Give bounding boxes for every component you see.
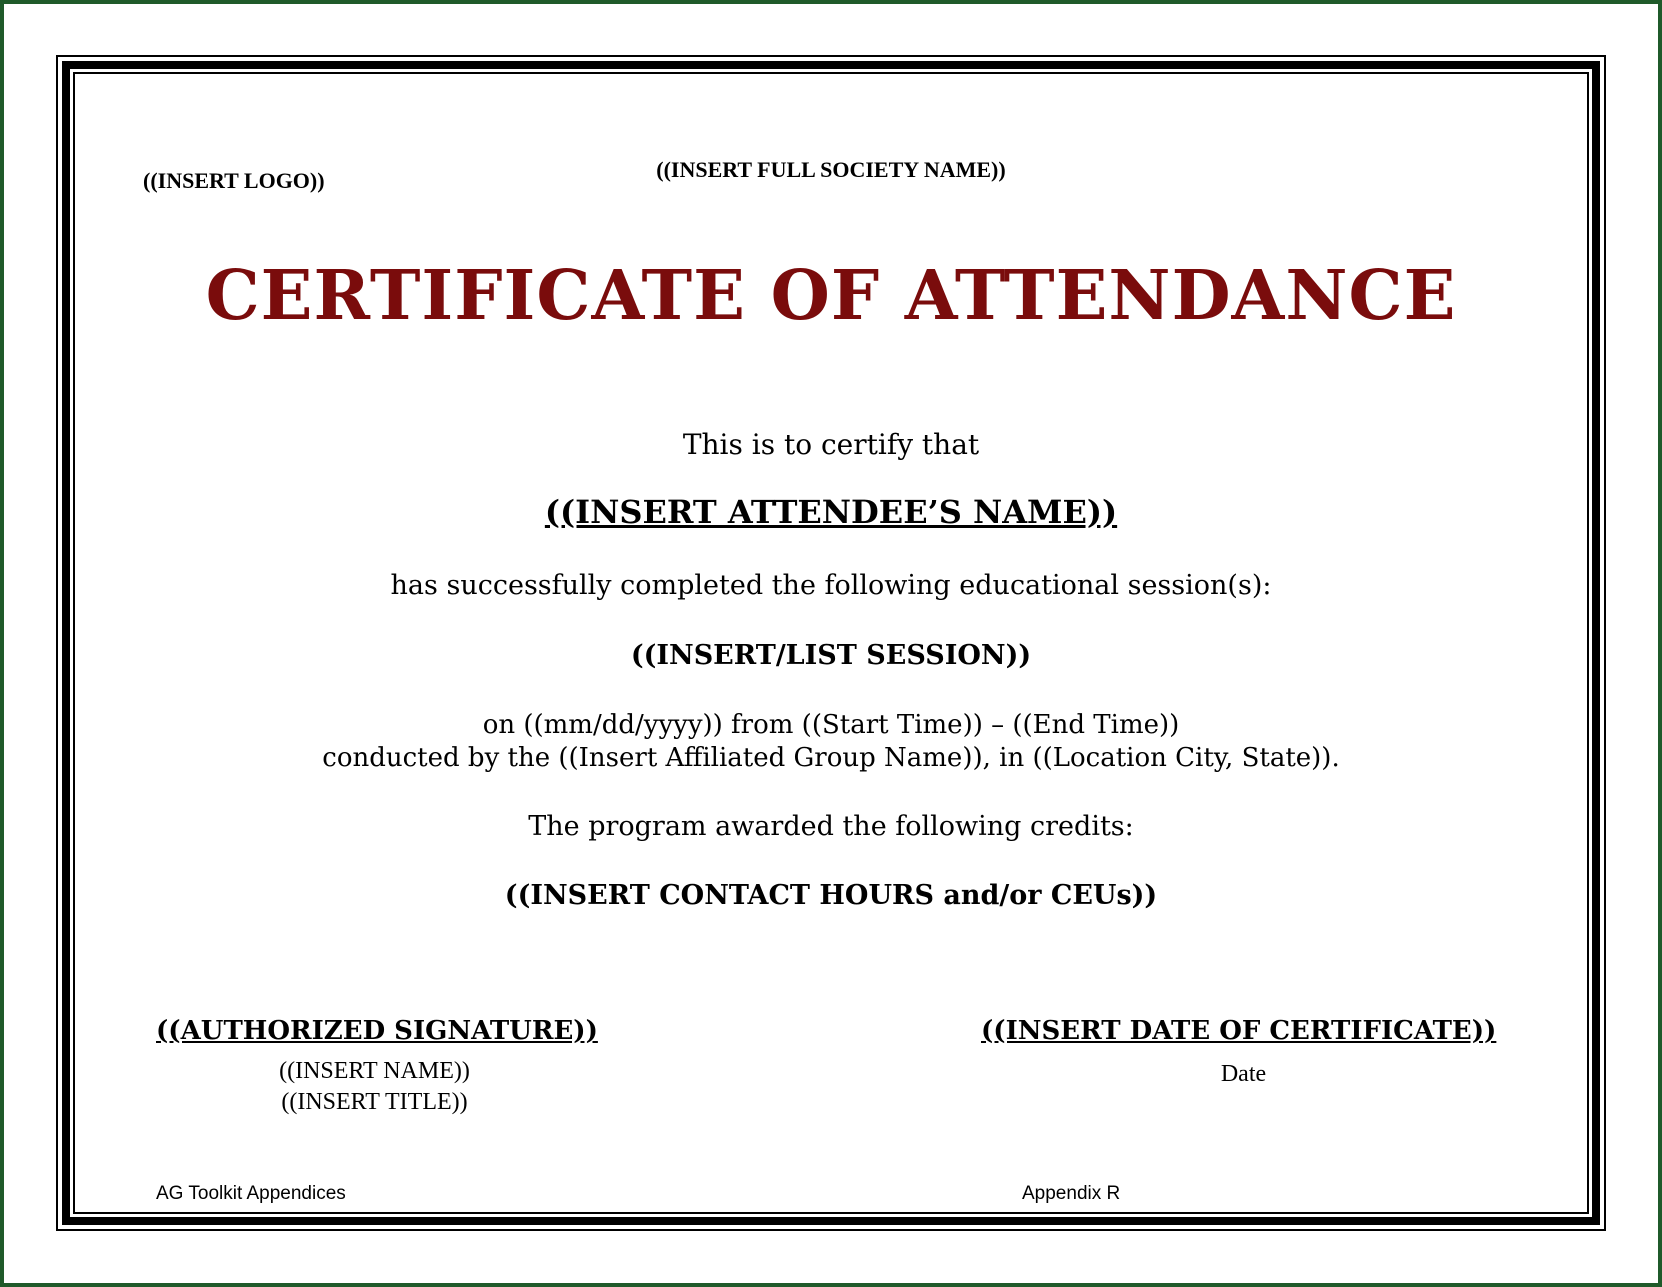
signer-title: ((INSERT TITLE)) xyxy=(281,1089,468,1115)
logo-placeholder: ((INSERT LOGO)) xyxy=(143,168,325,193)
certificate-date: ((INSERT DATE OF CERTIFICATE)) xyxy=(981,1016,1497,1046)
credits-value: ((INSERT CONTACT HOURS and/or CEUs)) xyxy=(504,880,1158,911)
conducted-by-line: conducted by the ((Insert Affiliated Group Name)), in ((Location City, State)). xyxy=(322,743,1340,773)
session-name: ((INSERT/LIST SESSION)) xyxy=(630,640,1032,671)
completed-line: has successfully completed the following educational session(s): xyxy=(390,570,1272,601)
signer-name: ((INSERT NAME)) xyxy=(279,1058,470,1084)
program-credits-line: The program awarded the following credits: xyxy=(528,811,1134,842)
certificate-title: CERTIFICATE OF ATTENDANCE xyxy=(205,256,1457,336)
footer-right-text: Appendix R xyxy=(1022,1183,1121,1204)
society-name: ((INSERT FULL SOCIETY NAME)) xyxy=(656,157,1006,182)
authorized-signature: ((AUTHORIZED SIGNATURE)) xyxy=(156,1016,598,1046)
certify-line: This is to certify that xyxy=(682,428,980,461)
date-time-line: on ((mm/dd/yyyy)) from ((Start Time)) – ((End Time)) xyxy=(482,710,1180,740)
footer-left-text: AG Toolkit Appendices xyxy=(156,1183,346,1204)
attendee-name: ((INSERT ATTENDEE’S NAME)) xyxy=(544,493,1118,531)
date-caption: Date xyxy=(1220,1061,1267,1087)
